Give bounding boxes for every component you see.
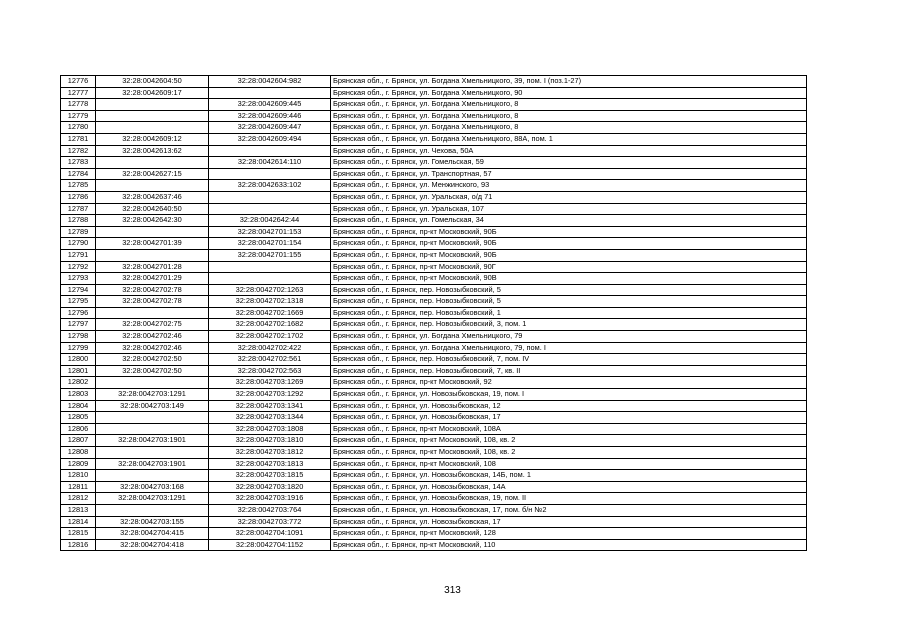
row-number-cell: 12794: [61, 284, 96, 296]
land-cadastral-number-cell: 32:28:0042704:415: [96, 528, 209, 540]
building-cadastral-number-cell: 32:28:0042703:1810: [209, 435, 331, 447]
address-cell: Брянская обл., г. Брянск, пр-кт Московский, 92: [331, 377, 807, 389]
row-number-cell: 12782: [61, 145, 96, 157]
building-cadastral-number-cell: 32:28:0042642:44: [209, 215, 331, 227]
land-cadastral-number-cell: 32:28:0042703:168: [96, 481, 209, 493]
land-cadastral-number-cell: [96, 470, 209, 482]
row-number-cell: 12776: [61, 76, 96, 88]
address-cell: Брянская обл., г. Брянск, пр-кт Московский, 108, кв. 2: [331, 435, 807, 447]
row-number-cell: 12795: [61, 296, 96, 308]
row-number-cell: 12793: [61, 273, 96, 285]
land-cadastral-number-cell: 32:28:0042701:39: [96, 238, 209, 250]
row-number-cell: 12784: [61, 168, 96, 180]
table-row: [61, 122, 807, 134]
table-row: [61, 249, 807, 261]
address-cell: Брянская обл., г. Брянск, пр-кт Московский, 90Б: [331, 249, 807, 261]
land-cadastral-number-cell: [96, 157, 209, 169]
land-cadastral-number-cell: 32:28:0042640:50: [96, 203, 209, 215]
building-cadastral-number-cell: [209, 145, 331, 157]
row-number-cell: 12778: [61, 99, 96, 111]
table-row: [61, 481, 807, 493]
land-cadastral-number-cell: 32:28:0042609:12: [96, 133, 209, 145]
land-cadastral-number-cell: [96, 423, 209, 435]
table-row: [61, 423, 807, 435]
table-row: [61, 504, 807, 516]
building-cadastral-number-cell: 32:28:0042702:1702: [209, 331, 331, 343]
building-cadastral-number-cell: 32:28:0042702:1669: [209, 307, 331, 319]
row-number-cell: 12783: [61, 157, 96, 169]
building-cadastral-number-cell: 32:28:0042701:154: [209, 238, 331, 250]
row-number-cell: 12796: [61, 307, 96, 319]
building-cadastral-number-cell: 32:28:0042703:1916: [209, 493, 331, 505]
land-cadastral-number-cell: 32:28:0042642:30: [96, 215, 209, 227]
address-cell: Брянская обл., г. Брянск, пер. Новозыбковский, 1: [331, 307, 807, 319]
row-number-cell: 12813: [61, 504, 96, 516]
row-number-cell: 12777: [61, 87, 96, 99]
table-row: [61, 435, 807, 447]
table-row: [61, 273, 807, 285]
address-cell: Брянская обл., г. Брянск, пер. Новозыбковский, 7, пом. IV: [331, 354, 807, 366]
table-row: [61, 180, 807, 192]
address-cell: Брянская обл., г. Брянск, ул. Богдана Хмельницкого, 79, пом. I: [331, 342, 807, 354]
table-row: [61, 400, 807, 412]
land-cadastral-number-cell: 32:28:0042627:15: [96, 168, 209, 180]
row-number-cell: 12799: [61, 342, 96, 354]
table-row: [61, 319, 807, 331]
building-cadastral-number-cell: 32:28:0042614:110: [209, 157, 331, 169]
address-cell: Брянская обл., г. Брянск, ул. Гомельская, 59: [331, 157, 807, 169]
building-cadastral-number-cell: 32:28:0042609:445: [209, 99, 331, 111]
address-cell: Брянская обл., г. Брянск, пр-кт Московский, 108: [331, 458, 807, 470]
building-cadastral-number-cell: 32:28:0042702:1318: [209, 296, 331, 308]
row-number-cell: 12806: [61, 423, 96, 435]
address-cell: Брянская обл., г. Брянск, ул. Богдана Хмельницкого, 88А, пом. 1: [331, 133, 807, 145]
land-cadastral-number-cell: 32:28:0042702:75: [96, 319, 209, 331]
land-cadastral-number-cell: 32:28:0042702:78: [96, 296, 209, 308]
land-cadastral-number-cell: 32:28:0042703:149: [96, 400, 209, 412]
address-cell: Брянская обл., г. Брянск, пр-кт Московский, 90Б: [331, 226, 807, 238]
table-row: [61, 516, 807, 528]
building-cadastral-number-cell: 32:28:0042701:153: [209, 226, 331, 238]
building-cadastral-number-cell: 32:28:0042701:155: [209, 249, 331, 261]
table-row: [61, 168, 807, 180]
address-cell: Брянская обл., г. Брянск, ул. Новозыбковская, 19, пом. II: [331, 493, 807, 505]
cadastral-table: [60, 75, 807, 551]
building-cadastral-number-cell: [209, 203, 331, 215]
land-cadastral-number-cell: 32:28:0042637:46: [96, 191, 209, 203]
row-number-cell: 12802: [61, 377, 96, 389]
land-cadastral-number-cell: 32:28:0042702:46: [96, 331, 209, 343]
row-number-cell: 12789: [61, 226, 96, 238]
page-number: 313: [444, 585, 461, 596]
land-cadastral-number-cell: 32:28:0042703:155: [96, 516, 209, 528]
address-cell: Брянская обл., г. Брянск, ул. Богдана Хмельницкого, 79: [331, 331, 807, 343]
land-cadastral-number-cell: [96, 307, 209, 319]
address-cell: Брянская обл., г. Брянск, ул. Уральская, о/д 71: [331, 191, 807, 203]
address-cell: Брянская обл., г. Брянск, пер. Новозыбковский, 5: [331, 296, 807, 308]
address-cell: Брянская обл., г. Брянск, пер. Новозыбковский, 7, кв. II: [331, 365, 807, 377]
address-cell: Брянская обл., г. Брянск, ул. Богдана Хмельницкого, 8: [331, 99, 807, 111]
row-number-cell: 12815: [61, 528, 96, 540]
land-cadastral-number-cell: [96, 99, 209, 111]
building-cadastral-number-cell: 32:28:0042703:1344: [209, 412, 331, 424]
table-row: [61, 110, 807, 122]
table-row: [61, 238, 807, 250]
table-row: [61, 307, 807, 319]
building-cadastral-number-cell: 32:28:0042703:1812: [209, 447, 331, 459]
building-cadastral-number-cell: 32:28:0042702:422: [209, 342, 331, 354]
building-cadastral-number-cell: 32:28:0042703:764: [209, 504, 331, 516]
land-cadastral-number-cell: [96, 377, 209, 389]
land-cadastral-number-cell: 32:28:0042701:28: [96, 261, 209, 273]
table-row: [61, 493, 807, 505]
address-cell: Брянская обл., г. Брянск, ул. Уральская, 107: [331, 203, 807, 215]
row-number-cell: 12798: [61, 331, 96, 343]
land-cadastral-number-cell: [96, 226, 209, 238]
building-cadastral-number-cell: [209, 191, 331, 203]
table-row: [61, 528, 807, 540]
table-row: [61, 470, 807, 482]
building-cadastral-number-cell: 32:28:0042609:447: [209, 122, 331, 134]
address-cell: Брянская обл., г. Брянск, пр-кт Московский, 90В: [331, 273, 807, 285]
table-row: [61, 365, 807, 377]
building-cadastral-number-cell: 32:28:0042604:982: [209, 76, 331, 88]
address-cell: Брянская обл., г. Брянск, пр-кт Московский, 90Г: [331, 261, 807, 273]
address-cell: Брянская обл., г. Брянск, ул. Новозыбковская, 17: [331, 516, 807, 528]
row-number-cell: 12809: [61, 458, 96, 470]
table-row: [61, 226, 807, 238]
address-cell: Брянская обл., г. Брянск, ул. Новозыбковская, 17: [331, 412, 807, 424]
row-number-cell: 12788: [61, 215, 96, 227]
table-row: [61, 145, 807, 157]
address-cell: Брянская обл., г. Брянск, пр-кт Московский, 108А: [331, 423, 807, 435]
table-row: [61, 342, 807, 354]
address-cell: Брянская обл., г. Брянск, ул. Менжинского, 93: [331, 180, 807, 192]
land-cadastral-number-cell: [96, 412, 209, 424]
land-cadastral-number-cell: 32:28:0042702:78: [96, 284, 209, 296]
land-cadastral-number-cell: [96, 110, 209, 122]
land-cadastral-number-cell: 32:28:0042702:50: [96, 365, 209, 377]
building-cadastral-number-cell: [209, 261, 331, 273]
land-cadastral-number-cell: 32:28:0042609:17: [96, 87, 209, 99]
table-row: [61, 133, 807, 145]
address-cell: Брянская обл., г. Брянск, ул. Богдана Хмельницкого, 39, пом. I (поз.1-27): [331, 76, 807, 88]
table-body: [61, 76, 807, 551]
address-cell: Брянская обл., г. Брянск, пр-кт Московский, 110: [331, 539, 807, 551]
building-cadastral-number-cell: 32:28:0042703:1808: [209, 423, 331, 435]
building-cadastral-number-cell: 32:28:0042703:1820: [209, 481, 331, 493]
table-row: [61, 99, 807, 111]
row-number-cell: 12805: [61, 412, 96, 424]
row-number-cell: 12814: [61, 516, 96, 528]
address-cell: Брянская обл., г. Брянск, пр-кт Московский, 128: [331, 528, 807, 540]
table-row: [61, 76, 807, 88]
row-number-cell: 12790: [61, 238, 96, 250]
table-row: [61, 377, 807, 389]
address-cell: Брянская обл., г. Брянск, ул. Гомельская, 34: [331, 215, 807, 227]
table-row: [61, 215, 807, 227]
table-row: [61, 539, 807, 551]
land-cadastral-number-cell: [96, 504, 209, 516]
row-number-cell: 12803: [61, 389, 96, 401]
address-cell: Брянская обл., г. Брянск, ул. Новозыбковская, 14А: [331, 481, 807, 493]
row-number-cell: 12797: [61, 319, 96, 331]
building-cadastral-number-cell: 32:28:0042609:446: [209, 110, 331, 122]
land-cadastral-number-cell: 32:28:0042604:50: [96, 76, 209, 88]
building-cadastral-number-cell: 32:28:0042609:494: [209, 133, 331, 145]
row-number-cell: 12810: [61, 470, 96, 482]
building-cadastral-number-cell: [209, 87, 331, 99]
address-cell: Брянская обл., г. Брянск, ул. Новозыбковская, 12: [331, 400, 807, 412]
building-cadastral-number-cell: 32:28:0042704:1091: [209, 528, 331, 540]
building-cadastral-number-cell: 32:28:0042702:1682: [209, 319, 331, 331]
land-cadastral-number-cell: 32:28:0042703:1901: [96, 435, 209, 447]
table-row: [61, 191, 807, 203]
table-row: [61, 157, 807, 169]
building-cadastral-number-cell: 32:28:0042702:1263: [209, 284, 331, 296]
building-cadastral-number-cell: 32:28:0042702:563: [209, 365, 331, 377]
table-row: [61, 203, 807, 215]
land-cadastral-number-cell: [96, 122, 209, 134]
row-number-cell: 12787: [61, 203, 96, 215]
land-cadastral-number-cell: 32:28:0042703:1901: [96, 458, 209, 470]
address-cell: Брянская обл., г. Брянск, ул. Богдана Хмельницкого, 90: [331, 87, 807, 99]
land-cadastral-number-cell: 32:28:0042613:62: [96, 145, 209, 157]
building-cadastral-number-cell: [209, 273, 331, 285]
building-cadastral-number-cell: 32:28:0042703:1815: [209, 470, 331, 482]
table-row: [61, 87, 807, 99]
address-cell: Брянская обл., г. Брянск, пер. Новозыбковский, 3, пом. 1: [331, 319, 807, 331]
table-row: [61, 389, 807, 401]
building-cadastral-number-cell: [209, 168, 331, 180]
row-number-cell: 12816: [61, 539, 96, 551]
address-cell: Брянская обл., г. Брянск, ул. Новозыбковская, 19, пом. I: [331, 389, 807, 401]
land-cadastral-number-cell: 32:28:0042701:29: [96, 273, 209, 285]
building-cadastral-number-cell: 32:28:0042702:561: [209, 354, 331, 366]
row-number-cell: 12800: [61, 354, 96, 366]
address-cell: Брянская обл., г. Брянск, ул. Транспортная, 57: [331, 168, 807, 180]
land-cadastral-number-cell: [96, 447, 209, 459]
row-number-cell: 12804: [61, 400, 96, 412]
row-number-cell: 12786: [61, 191, 96, 203]
land-cadastral-number-cell: 32:28:0042702:46: [96, 342, 209, 354]
table-row: [61, 331, 807, 343]
building-cadastral-number-cell: 32:28:0042703:1269: [209, 377, 331, 389]
address-cell: Брянская обл., г. Брянск, ул. Богдана Хмельницкого, 8: [331, 122, 807, 134]
building-cadastral-number-cell: 32:28:0042704:1152: [209, 539, 331, 551]
row-number-cell: 12781: [61, 133, 96, 145]
row-number-cell: 12780: [61, 122, 96, 134]
row-number-cell: 12808: [61, 447, 96, 459]
building-cadastral-number-cell: 32:28:0042703:1341: [209, 400, 331, 412]
address-cell: Брянская обл., г. Брянск, пр-кт Московский, 108, кв. 2: [331, 447, 807, 459]
table-row: [61, 458, 807, 470]
table-row: [61, 447, 807, 459]
table-row: [61, 412, 807, 424]
row-number-cell: 12792: [61, 261, 96, 273]
land-cadastral-number-cell: 32:28:0042703:1291: [96, 493, 209, 505]
address-cell: Брянская обл., г. Брянск, ул. Новозыбковская, 17, пом. б/н №2: [331, 504, 807, 516]
building-cadastral-number-cell: 32:28:0042633:102: [209, 180, 331, 192]
address-cell: Брянская обл., г. Брянск, ул. Новозыбковская, 14Б, пом. 1: [331, 470, 807, 482]
table-row: [61, 284, 807, 296]
table-row: [61, 354, 807, 366]
address-cell: Брянская обл., г. Брянск, ул. Богдана Хмельницкого, 8: [331, 110, 807, 122]
row-number-cell: 12779: [61, 110, 96, 122]
row-number-cell: 12801: [61, 365, 96, 377]
row-number-cell: 12811: [61, 481, 96, 493]
building-cadastral-number-cell: 32:28:0042703:772: [209, 516, 331, 528]
address-cell: Брянская обл., г. Брянск, пер. Новозыбковский, 5: [331, 284, 807, 296]
table-row: [61, 296, 807, 308]
land-cadastral-number-cell: [96, 180, 209, 192]
address-cell: Брянская обл., г. Брянск, ул. Чехова, 50А: [331, 145, 807, 157]
address-cell: Брянская обл., г. Брянск, пр-кт Московский, 90Б: [331, 238, 807, 250]
land-cadastral-number-cell: 32:28:0042704:418: [96, 539, 209, 551]
row-number-cell: 12791: [61, 249, 96, 261]
land-cadastral-number-cell: [96, 249, 209, 261]
row-number-cell: 12785: [61, 180, 96, 192]
row-number-cell: 12807: [61, 435, 96, 447]
building-cadastral-number-cell: 32:28:0042703:1813: [209, 458, 331, 470]
building-cadastral-number-cell: 32:28:0042703:1292: [209, 389, 331, 401]
land-cadastral-number-cell: 32:28:0042702:50: [96, 354, 209, 366]
land-cadastral-number-cell: 32:28:0042703:1291: [96, 389, 209, 401]
row-number-cell: 12812: [61, 493, 96, 505]
table-row: [61, 261, 807, 273]
